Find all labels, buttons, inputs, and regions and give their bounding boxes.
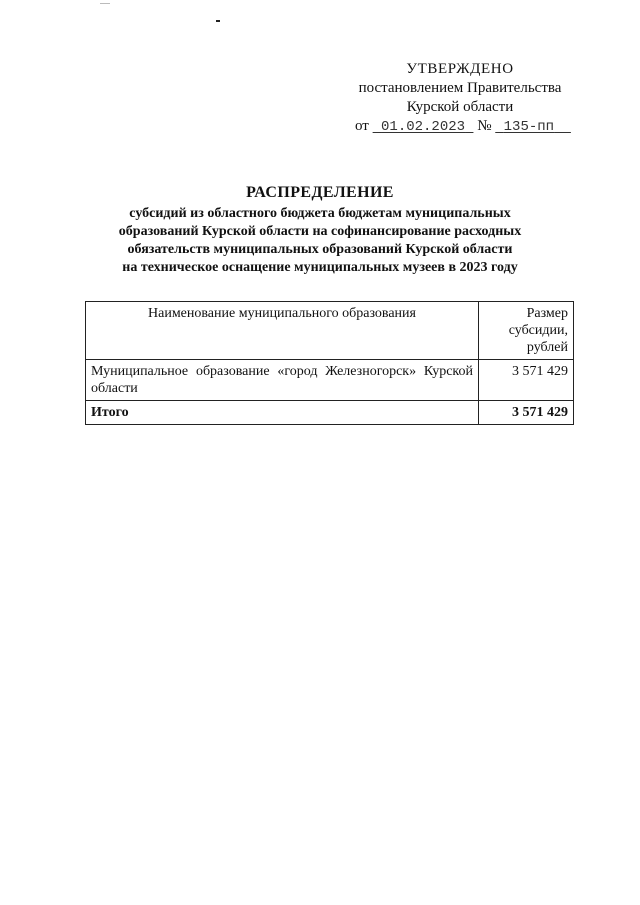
scan-mark [216, 20, 220, 22]
number-label: № [477, 118, 492, 134]
decree-date: 01.02.2023 [381, 119, 466, 135]
column-header-amount: Размер субсидии, рублей [479, 302, 574, 360]
decree-reference [355, 117, 565, 137]
municipality-name: Муниципальное образование «город Железногорск» Курской области [86, 360, 479, 401]
table-header-row [86, 302, 574, 360]
total-amount: 3 571 429 [479, 401, 574, 425]
total-row [86, 401, 574, 425]
decree-number: 135-пп [503, 119, 555, 135]
approval-stamp [355, 60, 565, 137]
subtitle-line: субсидий из областного бюджета бюджетам муниципальных [129, 206, 511, 221]
from-label: от [355, 118, 369, 134]
subsidy-amount: 3 571 429 [479, 360, 574, 401]
table-row [86, 360, 574, 401]
approved-heading: УТВЕРЖДЕНО [406, 61, 514, 77]
approval-line: Курской области [406, 99, 514, 115]
column-header-name: Наименование муниципального образования [86, 302, 479, 360]
document-title: РАСПРЕДЕЛЕНИЕ [246, 184, 394, 201]
subtitle-line: образований Курской области на софинансирование расходных [118, 224, 522, 239]
total-label: Итого [86, 401, 479, 425]
approval-line: постановлением Правительства [358, 80, 562, 96]
subtitle-line: обязательств муниципальных образований Курской области [127, 242, 513, 257]
subtitle-line: на техническое оснащение муниципальных музеев в 2023 году [122, 260, 518, 275]
subsidy-table [85, 301, 574, 425]
scan-mark [100, 0, 110, 4]
document-subtitle [60, 205, 580, 277]
document-heading [60, 183, 580, 277]
